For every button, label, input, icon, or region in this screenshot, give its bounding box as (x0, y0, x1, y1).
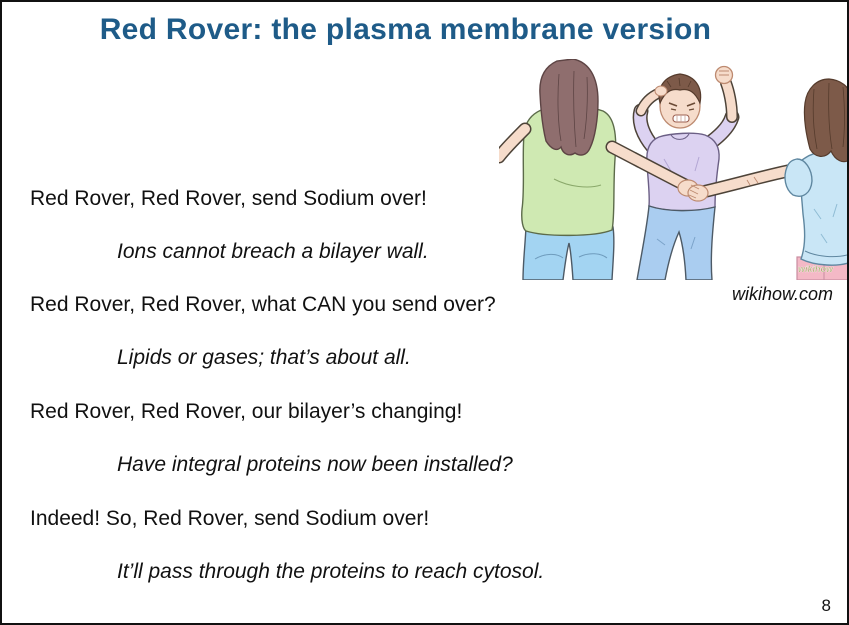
poem-line-6: Have integral proteins now been installed? (117, 453, 513, 476)
watermark-text: wikihow (798, 264, 834, 274)
image-source-caption: wikihow.com (731, 284, 833, 304)
slide-title: Red Rover: the plasma membrane version (99, 13, 712, 46)
poem-line-5: Red Rover, Red Rover, our bilayer’s changing! (30, 400, 463, 423)
red-rover-illustration (499, 59, 849, 280)
poem-line-1: Red Rover, Red Rover, send Sodium over! (30, 187, 427, 210)
poem-line-2: Ions cannot breach a bilayer wall. (117, 240, 429, 263)
left-girl-figure (499, 59, 616, 280)
poem-line-3: Red Rover, Red Rover, what CAN you send over? (30, 293, 496, 316)
poem-line-8: It’ll pass through the proteins to reach cytosol. (117, 560, 545, 583)
right-girl-figure (785, 79, 849, 280)
poem-line-7: Indeed! So, Red Rover, send Sodium over! (30, 507, 430, 530)
page-number: 8 (821, 596, 831, 615)
poem-line-4: Lipids or gases; that’s about all. (117, 346, 411, 369)
